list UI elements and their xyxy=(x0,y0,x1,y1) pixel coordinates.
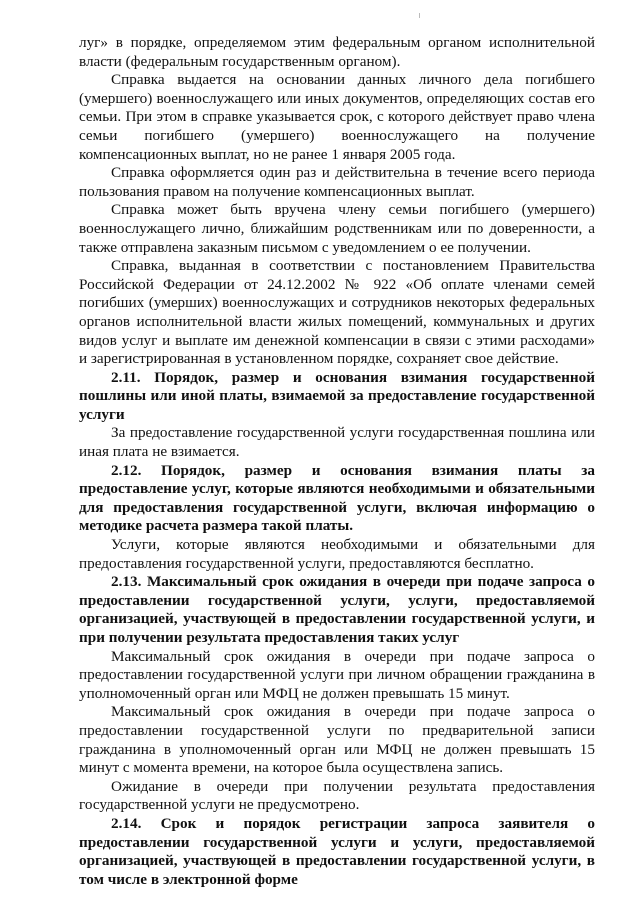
paragraph-text: Справка, выданная в соответствии с постановлением Правительства Российской Федерации от 24.12.2002 № 922 «Об оплате членами семей погибших (умерших) военнослужащих и сотрудников некоторых федеральных органов исполнительной власти жилых помещений, коммунальных и других видов услуг и выплате им денежной компенсации в связи с этими расходами» и зарегистрированная в установленном порядке, сохраняет свое действие. xyxy=(79,257,595,368)
section-heading-2-12: 2.12. Порядок, размер и основания взимания платы за предоставление услуг, которые являются необходимыми и обязательными для предоставления государственной услуги, включая информацию о методике расчета размера такой платы. xyxy=(79,461,595,535)
paragraph-text: Справка выдается на основании данных личного дела погибшего (умершего) военнослужащего или иных документов, определяющих состав его семьи. При этом в справке указывается срок, с которого действует право члена семьи погибшего (умершего) военнослужащего на получение компенсационных выплат, но не ранее 1 января 2005 года. xyxy=(79,71,595,163)
paragraph-text: Услуги, которые являются необходимыми и обязательными для предоставления государственной услуги, предоставляются бесплатно. xyxy=(79,536,595,572)
paragraph-text: Справка может быть вручена члену семьи погибшего (умершего) военнослужащего лично, ближайшим родственникам или по доверенности, а также отправлена заказным письмом с уведомлением о ее получении. xyxy=(79,201,595,256)
section-heading-2-14: 2.14. Срок и порядок регистрации запроса заявителя о предоставлении государственной услуги и услуги, предоставляемой организацией, участвующей в предоставлении государственной услуги, в том числе в электронной форме xyxy=(79,814,595,888)
paragraph-text: Ожидание в очереди при получении результата предоставления государственной услуги не предусмотрено. xyxy=(79,777,595,814)
paragraph-text: За предоставление государственной услуги государственная пошлина или иная плата не взимается. xyxy=(79,424,595,461)
paragraph-text: Максимальный срок ожидания в очереди при подаче запроса о предоставлении государственной услуги по предварительной записи гражданина в уполномоченный орган или МФЦ не должен превышать 15 минут с момента времени, на которое была осуществлена запись. xyxy=(79,703,595,777)
section-heading-2-11: 2.11. Порядок, размер и основания взимания государственной пошлины или иной платы, взимаемой за предоставление государственной услуги xyxy=(79,368,595,423)
paragraph-text: луг» в порядке, определяемом этим федеральным органом исполнительной власти (федеральным государственным органом). xyxy=(79,34,595,70)
paragraph-text: Справка оформляется один раз и действительна в течение всего периода пользования правом на получение компенсационных выплат. xyxy=(79,164,595,200)
paragraph-text: Максимальный срок ожидания в очереди при подаче запроса о предоставлении государственной услуги при личном обращении гражданина в уполномоченный орган или МФЦ не должен превышать 15 минут. xyxy=(79,647,595,702)
scan-mark xyxy=(419,13,420,18)
section-heading-2-13: 2.13. Максимальный срок ожидания в очереди при подаче запроса о предоставлении государственной услуги, услуги, предоставляемой организацией, участвующей в предоставлении государственной услуги, и при получении результата предоставления таких услуг xyxy=(79,573,595,646)
document-page xyxy=(79,34,595,889)
